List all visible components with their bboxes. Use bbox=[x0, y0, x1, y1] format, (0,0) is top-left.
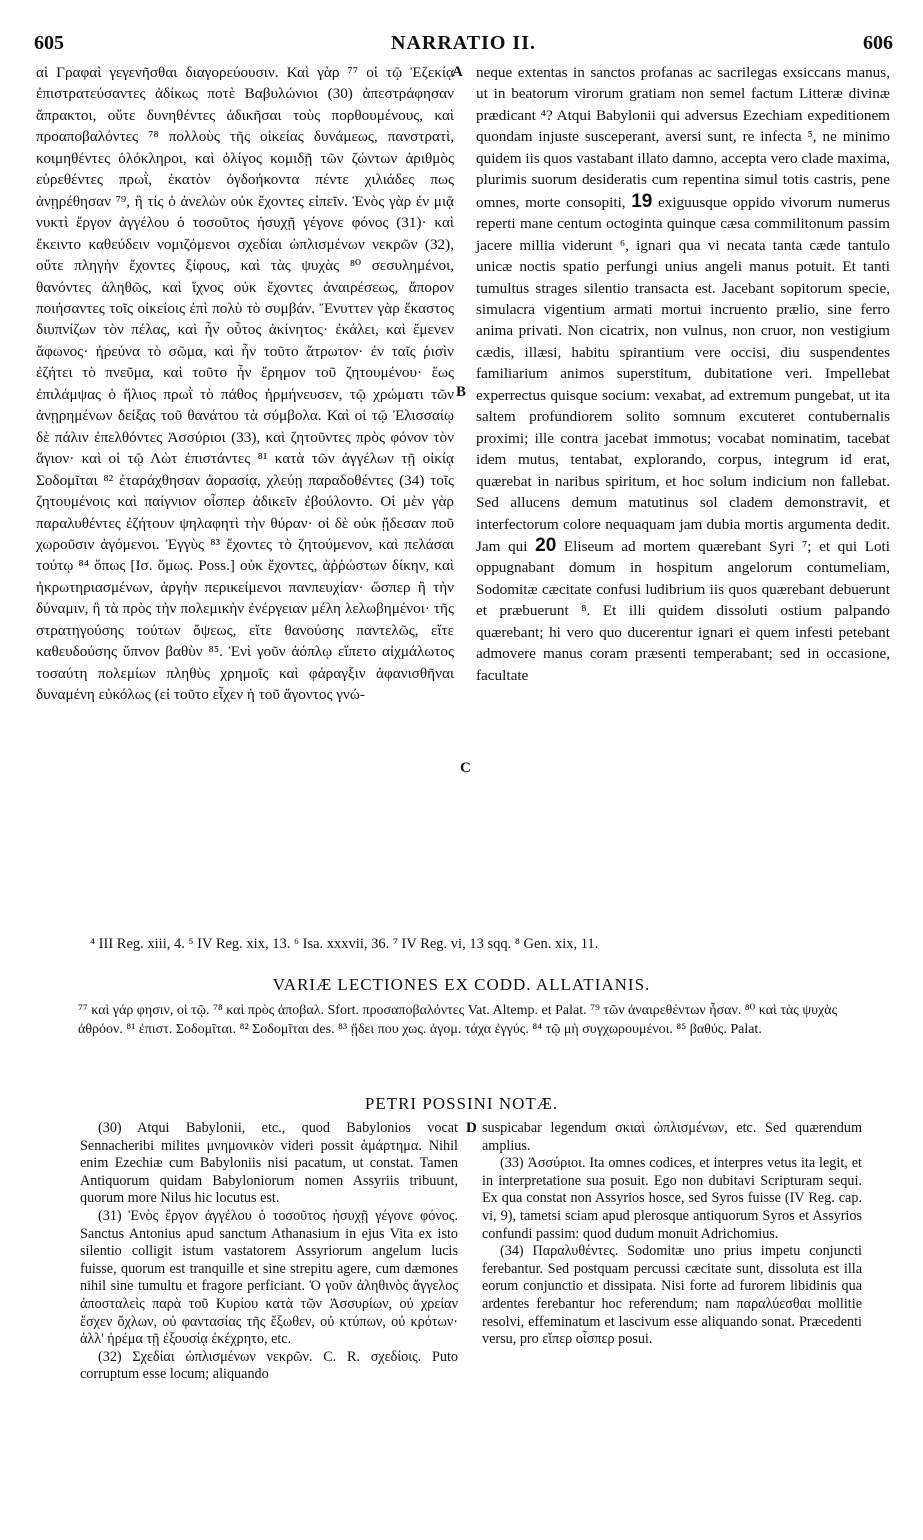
note-32-continued: suspicabar legendum σκιαὶ ὡπλισμένων, etc. Sed quærendum amplius. bbox=[482, 1120, 862, 1154]
scripture-footnotes: ⁴ III Reg. xiii, 4. ⁵ IV Reg. xix, 13. ⁶ Isa. xxxvii, 36. ⁷ IV Reg. vi, 13 sqq. ⁸ Gen. xix, 11. bbox=[90, 936, 599, 952]
note-30: (30) Atqui Babylonii, etc., quod Babylonios vocat Sennacheribi milites μνημονικὸν videri possit ἁμάρτημα. Nihil enim Ezechiæ cum Babyloniis nisi pacatum, ut constat. Tamen Antiquorum quidam Babyloniorum nomen Assyriis tribuunt, quorum more Nilus hic locutus est. bbox=[80, 1120, 458, 1207]
latin-text-part2: exiguusque oppido vivorum numerus reperti mane centum octoginta quinque cæsa commilitonum passim jacere millia viderunt ⁶, ignari qua vi necata tanta cæde tantulo unicæ noctis spatio perfungi unius angeli manus potuit. Et tanti tumultus strages silentio transacta est. Jacebant sopitorum specie, simulacra vigentium armati mortui incruento prælio, sine ferro anima privati. Non cicatrix, non vulnus, non cruor, non vestigium cædis, illæsi, habitu spirantium vere occisi, diu suspendentes familiarium animos superstitum, dubitatione veri. Impellebat experrectus quisque socium: vexabat, ad extremum pungebat, ut ita saltem profundiorem solito somnum excuteret contubernalis proximi; ille contra jacebat immotus; vocabat nominatim, tacebat idem mutus, tentabat, explorando, corpus, integrum id erat, quærebat in naribus spiritum, et hoc solum indicium non fallebat. Sed allucens demum matutinus sol cladem demonstravit, et interfectorum colore nequaquam jam dubia mortis argumenta dedit. Jam qui bbox=[476, 193, 890, 555]
note-32: (32) Σχεδίαι ὡπλισμένων νεκρῶν. C. R. σχεδίοις. Puto corruptum esse locum; aliquando bbox=[80, 1348, 458, 1383]
latin-text-part3: Eliseum ad mortem quærebant Syri ⁷; et qui Loti oppugnabant domum in hospitum angelorum contumeliam, Sodomitæ cæcitate confusi ludibrium iis quos quærebant debuerunt et præbuerunt ⁸. Et illi quidem dissoluti ostium palpando quærebant; hi vero quo ducerentur ignari ei quem infesti petebant admovere manus coram præsenti temperabant; sed in occasione, facultate bbox=[476, 537, 891, 684]
note-31: (31) Ἑνὸς ἔργον ἀγγέλου ὁ τοσοῦτος ἡσυχῇ γέγονε φόνος. Sanctus Antonius apud sanctum Athanasium in ejus Vita ex isto silentio colligit istum vastatorem Assyriorum angelum lucis fuisse, quorum est tranquille et sine strepitu agere, cum dæmones nihil sine tumultu et fragore perficiant. Ὁ γοῦν ἀληθινὸς ἄγγελος ἀποσταλεὶς παρὰ τοῦ Κυρίου κατὰ τῶν Ἀσσυρίων, οὐ χρείαν ἔσχεν ὄχλων, οὐ φαντασίας τῆς ἔξωθεν, οὐ κτύπων, οὐ κρότων· ἀλλ' ἠρέμα τῇ ἐξουσίᾳ ἐκέχρητο, etc. bbox=[80, 1207, 458, 1348]
variae-lectiones-text: ⁷⁷ καὶ γάρ φησιν, οἱ τῷ. ⁷⁸ καὶ πρὸς ἀποβαλ. Sfort. προσαποβαλόντες Vat. Altemp. et Palat. ⁷⁹ τῶν ἀναιρεθέντων ἦσαν. ⁸⁰ καὶ τὰς ψυχὰς ἀθρόον. ⁸¹ ἐπιστ. Σοδομῖται. ⁸² Σοδομῖται des. ⁸³ ᾔδει που χως. ἀγομ. τάχα ἐγγύς. ⁸⁴ τῷ μὴ συγχωρουμένοι. ⁸⁵ βαθύς. Palat. bbox=[78, 1003, 838, 1037]
latin-text-part1: neque extentas in sanctos profanas ac sacrilegas exsiccans manus, ut in beatorum virorum gratiam non semel factum Litteræ divinæ prædicant ⁴? Atqui Babylonii qui adversus Ezechiam expeditionem quondam injuste susceperant, aversi sunt, re infecta ⁵, ne minimo quidem iis quos vastabant illato damno, accepta vero clade maxima, plurimis suorum desideratis cum repentina simul totis castris, pene omnes, morte consopiti, bbox=[476, 64, 890, 211]
running-title: NARRATIO II. bbox=[391, 32, 536, 54]
margin-letter-a: A bbox=[452, 64, 463, 80]
page-number-left: 605 bbox=[34, 32, 64, 54]
section-number-19: 19 bbox=[631, 190, 653, 212]
note-34: (34) Παραλυθέντες. Sodomitæ uno prius impetu conjuncti ferebantur. Sed postquam percussi cæcitate sunt, dissoluta est illa eorum conjunctio et dissipata. Nisi forte ad furorem libidinis qua ardentes ferebantur hoc referendum; nam παραλύεσθαι mollitie resolvi, effeminatum et lascivum esse aliquando sonat. Præcedenti versu, pro εἴπερ οἷσπερ posui. bbox=[482, 1243, 862, 1348]
latin-column bbox=[476, 62, 890, 686]
margin-letter-b: B bbox=[456, 384, 467, 400]
running-header bbox=[34, 32, 893, 62]
notes-right-column bbox=[482, 1120, 862, 1349]
margin-letter-d: D bbox=[466, 1120, 477, 1136]
greek-column: αἱ Γραφαὶ γεγενῆσθαι διαγορεύουσιν. Καὶ γὰρ ⁷⁷ οἱ τῷ Ἐζεκίᾳ ἐπιστρατεύσαντες ἀδίκως ποτὲ Βαβυλώνιοι (30) ἀπεστράφησαν ἄπρακτοι, οὔτε δυνηθέντες ἀδικῆσαι τοὺς πορθουμένους, καὶ προαποβαλόντες ⁷⁸ πολλοὺς τῆς οἰκείας δυνάμεως, πανστρατὶ, κοιμηθέντες ὁλόκληροι, καὶ ὀλίγος κομιδῇ τῶν ζώντων ἀριθμὸς εὑρεθέντες πρωῒ, ἑκατὸν ὀγδοήκοντα πέντε χιλιάδες πως ἀνῃρέθησαν ⁷⁹, ἢ τίς ὁ ἀνελὼν οὐκ ἔχοντες εἰπεῖν. Ἑνὸς γὰρ ἐν μιᾷ νυκτὶ ἔργον ἀγγέλου ὁ τοσοῦτος ἡσυχῇ γέγονε φόνος (31)· καὶ ἔκειντο καθεύδειν νομιζόμενοι σχεδίαι ὡπλισμένων νεκρῶν (32), οὔτε πληγὴν ἔχοντες ξίφους, καὶ τὰς ψυχὰς ⁸⁰ σεσυλημένοι, θανόντες ἀληθῶς, καὶ ἴχνος οὐκ ἔχοντες ἀναιρέσεως, ἄπορον ποιήσαντες τοῖς οἰκείοις ἐπὶ πολὺ τὸ συμβάν. Ἔνυττεν γὰρ ἕκαστος διυπνίζων τὸν πέλας, καὶ ἦν οὗτος ἀκίνητος· ἐκάλει, καὶ ἔμενεν ἄφωνος· ἠρεύνα τὸ σῶμα, καὶ ἦν τοῦτο ἄτρωτον· ἐν ταῖς ῥισὶν ἐζήτει τὸ πνεῦμα, καὶ τοῦτο ἦν ἔρημον τοῦ ζητουμένου· ἕως ἐπιλάμψας ὁ ἥλιος πρωῒ τὸ πάθος ἡρμήνευσεν, τῷ χρώματι τῶν ἀνῃρημένων δείξας τοῦ θανάτου τὰ σύμβολα. Καὶ οἱ τῷ Ἐλισσαίῳ δὲ πάλιν ἐπελθόντες Ἀσσύριοι (33), καὶ ζητοῦντες πρὸς φόνον τὸν ἅγιον· καὶ οἱ τῷ Λὼτ ἐπιστάντες ⁸¹ κατὰ τῶν ἀγγέλων τῇ οἰκίᾳ Σοδομῖται ⁸² ἐταράχθησαν ἀορασίᾳ, χλεύῃ παραδοθέντες (34) τοῖς ζητουμένοις καὶ παίγνιον οἷσπερ ἀδικεῖν ἐβούλοντο. Οἱ μὲν γὰρ παραλυθέντες ἐζήτουν ψηλαφητὶ τὴν θύραν· οἱ δὲ οὐκ ᾔδεσαν ποῦ χωροῦσιν ἀγόμενοι. Ἐγγὺς ⁸³ ἔχοντες τὸ ζητούμενον, καὶ πελάσαι τούτῳ ⁸⁴ ὅπως [Ισ. ὅμως. Poss.] οὐκ ἔχοντες, ἀῤῥώστων δίκην, καὶ ἠκρωτηριασμένων, ἀργὴν περικείμενοι πανπευχίαν· ὥσπερ ἢ τὴν δύναμιν, ἢ τὰ πρὸς τὴν πολεμικὴν ἐνέργειαν μέλη λελωβημένοι· τῆς στρατηγούσης τούτων ὄψεως, εἴτε θανούσης παντελῶς, εἴτε καθευδούσης ὕπνον βαθὺν ⁸⁵. Ἑνὶ γοῦν ἀόπλῳ εἵπετο αἰχμάλωτος τοσαύτη πολεμίων πληθὺς χρημοῖς καὶ φάραγξιν ἀφανισθῆναι δυναμένη εὐκόλως (εἰ τοῦτο εἶχεν ἡ τοῦ ἄγοντος γνώ- bbox=[36, 64, 454, 704]
margin-letter-c: C bbox=[460, 760, 471, 776]
section-number-20: 20 bbox=[535, 534, 557, 556]
note-33: (33) Ἀσσύριοι. Ita omnes codices, et interpres vetus ita legit, et in interpretatione sua posuit. Ego non dubitavi Scripturam sequi. Ex qua constat non Assyrios hosce, sed Syros fuisse (IV Reg. cap. vi, 9), tametsi sciam apud plerosque antiquorum Syros et Assyrios confundi passim: quod dudum monuit Adrichomius. bbox=[482, 1155, 862, 1242]
page-number-right: 606 bbox=[863, 32, 893, 54]
variae-lectiones-title: VARIÆ LECTIONES EX CODD. ALLATIANIS. bbox=[272, 975, 651, 994]
possini-notes-title: PETRI POSSINI NOTÆ. bbox=[364, 1094, 559, 1113]
notes-left-column bbox=[80, 1120, 458, 1384]
